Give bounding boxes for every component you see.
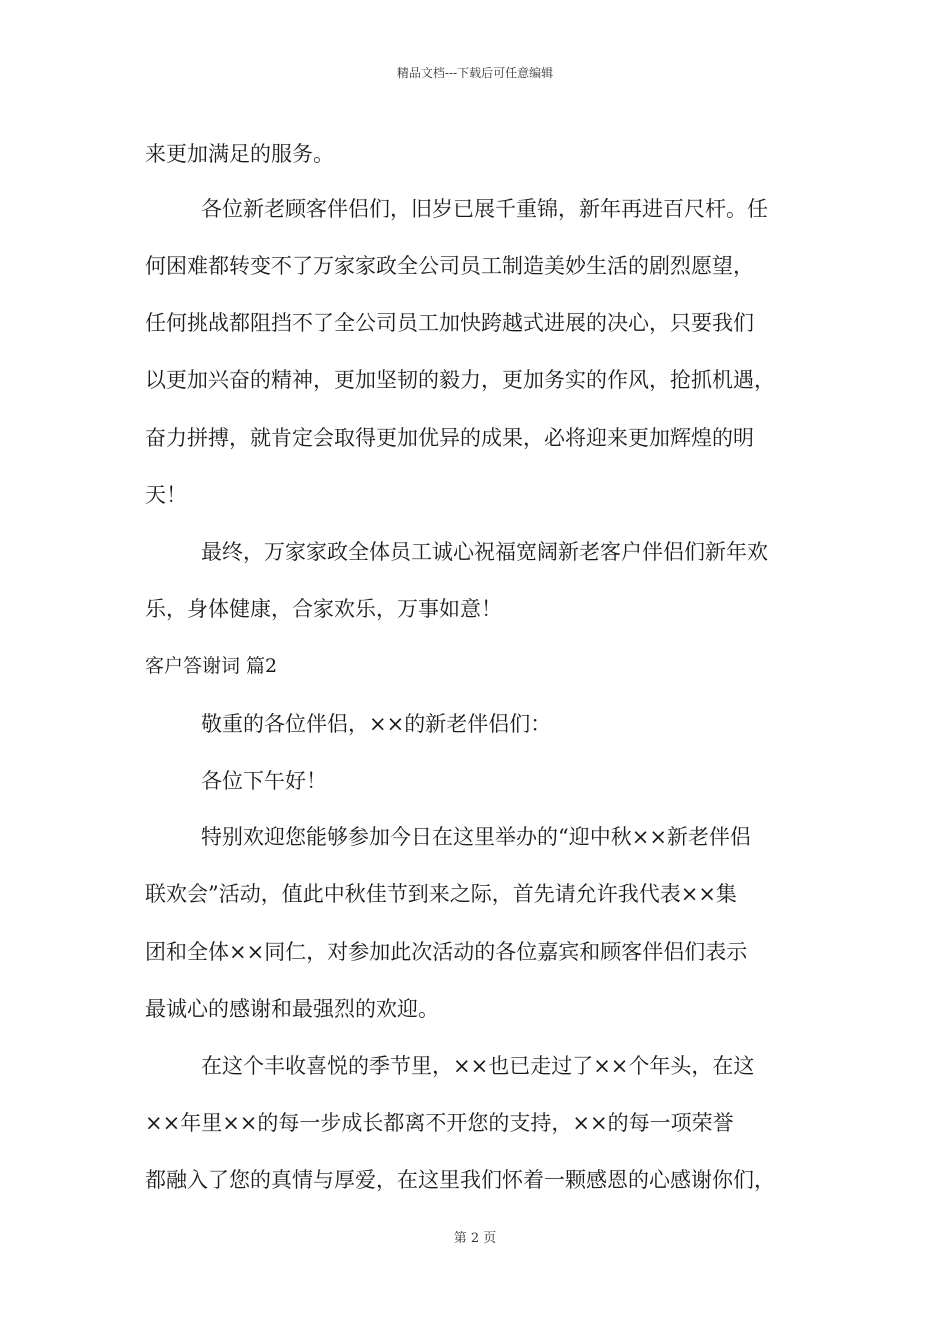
page-number: 第 2 页 [453,1231,497,1246]
paragraph-line: 天！ [145,483,187,507]
paragraph-line: 各位下午好！ [201,769,327,793]
paragraph-line: 在这个丰收喜悦的季节里，××也已走过了××个年头，在这 [201,1054,755,1078]
paragraph-line: 都融入了您的真情与厚爱，在这里我们怀着一颗感恩的心感谢你们， [145,1168,775,1192]
paragraph-line: 敬重的各位伴侣，××的新老伴侣们： [201,712,552,736]
paragraph-line: 团和全体××同仁，对参加此次活动的各位嘉宾和顾客伴侣们表示 [145,940,748,964]
section-heading: 客户答谢词 篇2 [145,655,278,677]
paragraph-line: 联欢会”活动，值此中秋佳节到来之际，首先请允许我代表××集 [145,882,737,906]
paragraph-line: 奋力拼搏，就肯定会取得更加优异的成果，必将迎来更加辉煌的明 [145,426,754,450]
paragraph-line: 最诚心的感谢和最强烈的欢迎。 [145,997,439,1021]
paragraph-line: 何困难都转变不了万家家政全公司员工制造美妙生活的剧烈愿望， [145,254,754,278]
paragraph-line: 乐，身体健康，合家欢乐，万事如意！ [145,597,502,621]
paragraph-line: 以更加兴奋的精神，更加坚韧的毅力，更加务实的作风，抢抓机遇， [145,368,775,392]
paragraph-line: 任何挑战都阻挡不了全公司员工加快跨越式进展的决心，只要我们 [145,311,754,335]
paragraph-line: 各位新老顾客伴侣们，旧岁已展千重锦，新年再进百尺杆。任 [201,197,768,221]
paragraph-line: 最终，万家家政全体员工诚心祝福宽阔新老客户伴侣们新年欢 [201,540,768,564]
paragraph-line: 来更加满足的服务。 [145,142,334,166]
paragraph-line: 特别欢迎您能够参加今日在这里举办的“迎中秋××新老伴侣 [201,825,751,849]
paragraph-line: ××年里××的每一步成长都离不开您的支持，××的每一项荣誉 [145,1111,734,1135]
page-header: 精品文档---下载后可任意编辑 [396,66,554,80]
